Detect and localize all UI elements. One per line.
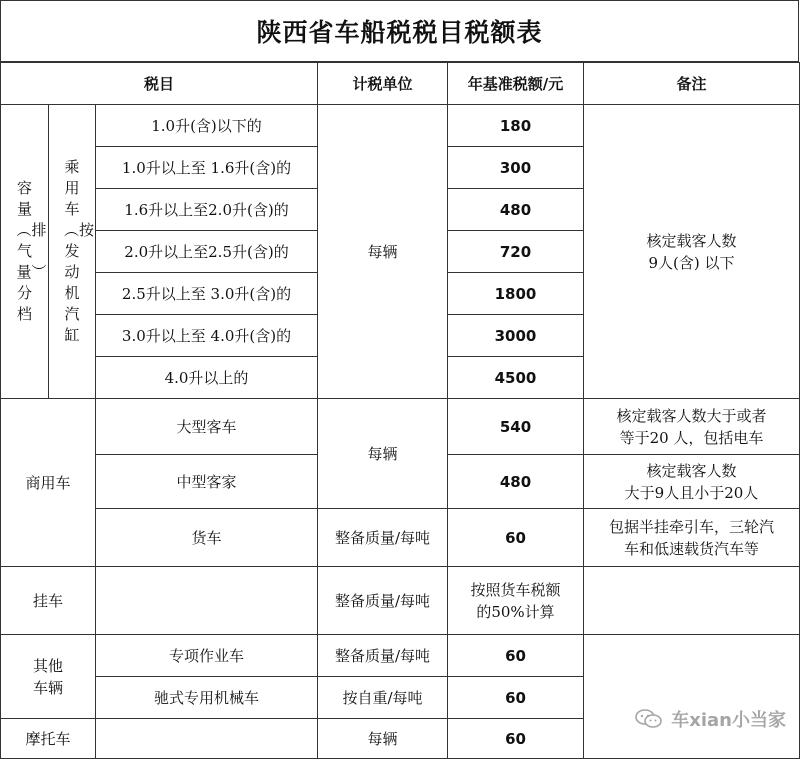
passenger-row-amount: 3000 — [448, 315, 584, 357]
motorcycle-label: 摩托车 — [1, 719, 96, 759]
passenger-remark — [584, 105, 800, 399]
passenger-remark-line2: 9人(含) 以下 — [648, 253, 735, 272]
table-row — [1, 635, 800, 677]
commercial-row-amount: 540 — [448, 399, 584, 455]
table-row — [1, 105, 800, 147]
table-row — [1, 399, 800, 455]
other-row-unit: 整备质量/每吨 — [318, 635, 448, 677]
commercial-row-name: 大型客车 — [96, 399, 318, 455]
remark-line2: 等于20 人，包括电车 — [619, 428, 764, 447]
commercial-row-name: 货车 — [96, 509, 318, 567]
commercial-label: 商用车 — [1, 399, 96, 567]
trailer-unit: 整备质量/每吨 — [318, 567, 448, 635]
passenger-row-name: 2.5升以上至 3.0升(含)的 — [96, 273, 318, 315]
header-amount: 年基准税额/元 — [448, 63, 584, 105]
commercial-row-amount: 480 — [448, 455, 584, 509]
wechat-icon — [635, 709, 663, 729]
trailer-name — [96, 567, 318, 635]
passenger-row-name: 3.0升以上至 4.0升(含)的 — [96, 315, 318, 357]
passenger-row-amount: 180 — [448, 105, 584, 147]
passenger-group-label-col1: 容量︵排气量︶分档 — [1, 105, 49, 399]
passenger-remark-line1: 核定载客人数 — [646, 231, 737, 250]
table-row — [1, 567, 800, 635]
tax-rate-table — [0, 62, 800, 759]
header-row — [1, 63, 800, 105]
trailer-amount-line2: 的50%计算 — [476, 602, 555, 621]
commercial-row-remark — [584, 399, 800, 455]
header-remark: 备注 — [584, 63, 800, 105]
motorcycle-unit: 每辆 — [318, 719, 448, 759]
passenger-row-name: 4.0升以上的 — [96, 357, 318, 399]
other-label-line2: 车辆 — [32, 678, 63, 697]
table-title: 陕西省车船税税目税额表 — [0, 0, 799, 62]
header-unit: 计税单位 — [318, 63, 448, 105]
other-row-amount: 60 — [448, 677, 584, 719]
remark-line1: 核定载客人数大于或者 — [616, 406, 767, 425]
watermark-text: 车xian小当家 — [671, 710, 786, 731]
trailer-amount — [448, 567, 584, 635]
remark-line2: 车和低速载货汽车等 — [623, 539, 759, 558]
other-row-unit: 按自重/每吨 — [318, 677, 448, 719]
other-row-name: 驰式专用机械车 — [96, 677, 318, 719]
passenger-row-name: 1.6升以上至2.0升(含)的 — [96, 189, 318, 231]
table-row — [1, 509, 800, 567]
watermark — [635, 706, 786, 732]
commercial-bus-unit: 每辆 — [318, 399, 448, 509]
other-label-line1: 其他 — [32, 656, 63, 675]
remark-line1: 核定载客人数 — [646, 461, 737, 480]
header-item: 税目 — [1, 63, 318, 105]
other-row-amount: 60 — [448, 635, 584, 677]
trailer-remark — [584, 567, 800, 635]
other-row-name: 专项作业车 — [96, 635, 318, 677]
passenger-group-label-col2: 乘用车︵按发动机汽缸 — [49, 105, 96, 399]
passenger-row-amount: 480 — [448, 189, 584, 231]
commercial-row-remark — [584, 509, 800, 567]
commercial-row-name: 中型客家 — [96, 455, 318, 509]
trailer-amount-line1: 按照货车税额 — [470, 580, 561, 599]
remark-line2: 大于9人且小于20人 — [624, 483, 759, 502]
commercial-row-amount: 60 — [448, 509, 584, 567]
passenger-row-amount: 300 — [448, 147, 584, 189]
passenger-row-name: 1.0升(含)以下的 — [96, 105, 318, 147]
commercial-row-unit: 整备质量/每吨 — [318, 509, 448, 567]
motorcycle-amount: 60 — [448, 719, 584, 759]
remark-line1: 包据半挂牵引车，三轮汽 — [608, 517, 774, 536]
passenger-row-amount: 1800 — [448, 273, 584, 315]
passenger-row-name: 1.0升以上至 1.6升(含)的 — [96, 147, 318, 189]
other-label — [1, 635, 96, 719]
passenger-row-amount: 720 — [448, 231, 584, 273]
passenger-row-amount: 4500 — [448, 357, 584, 399]
passenger-row-name: 2.0升以上至2.5升(含)的 — [96, 231, 318, 273]
commercial-row-remark — [584, 455, 800, 509]
other-remark — [584, 635, 800, 759]
motorcycle-name — [96, 719, 318, 759]
passenger-unit: 每辆 — [318, 105, 448, 399]
trailer-label: 挂车 — [1, 567, 96, 635]
